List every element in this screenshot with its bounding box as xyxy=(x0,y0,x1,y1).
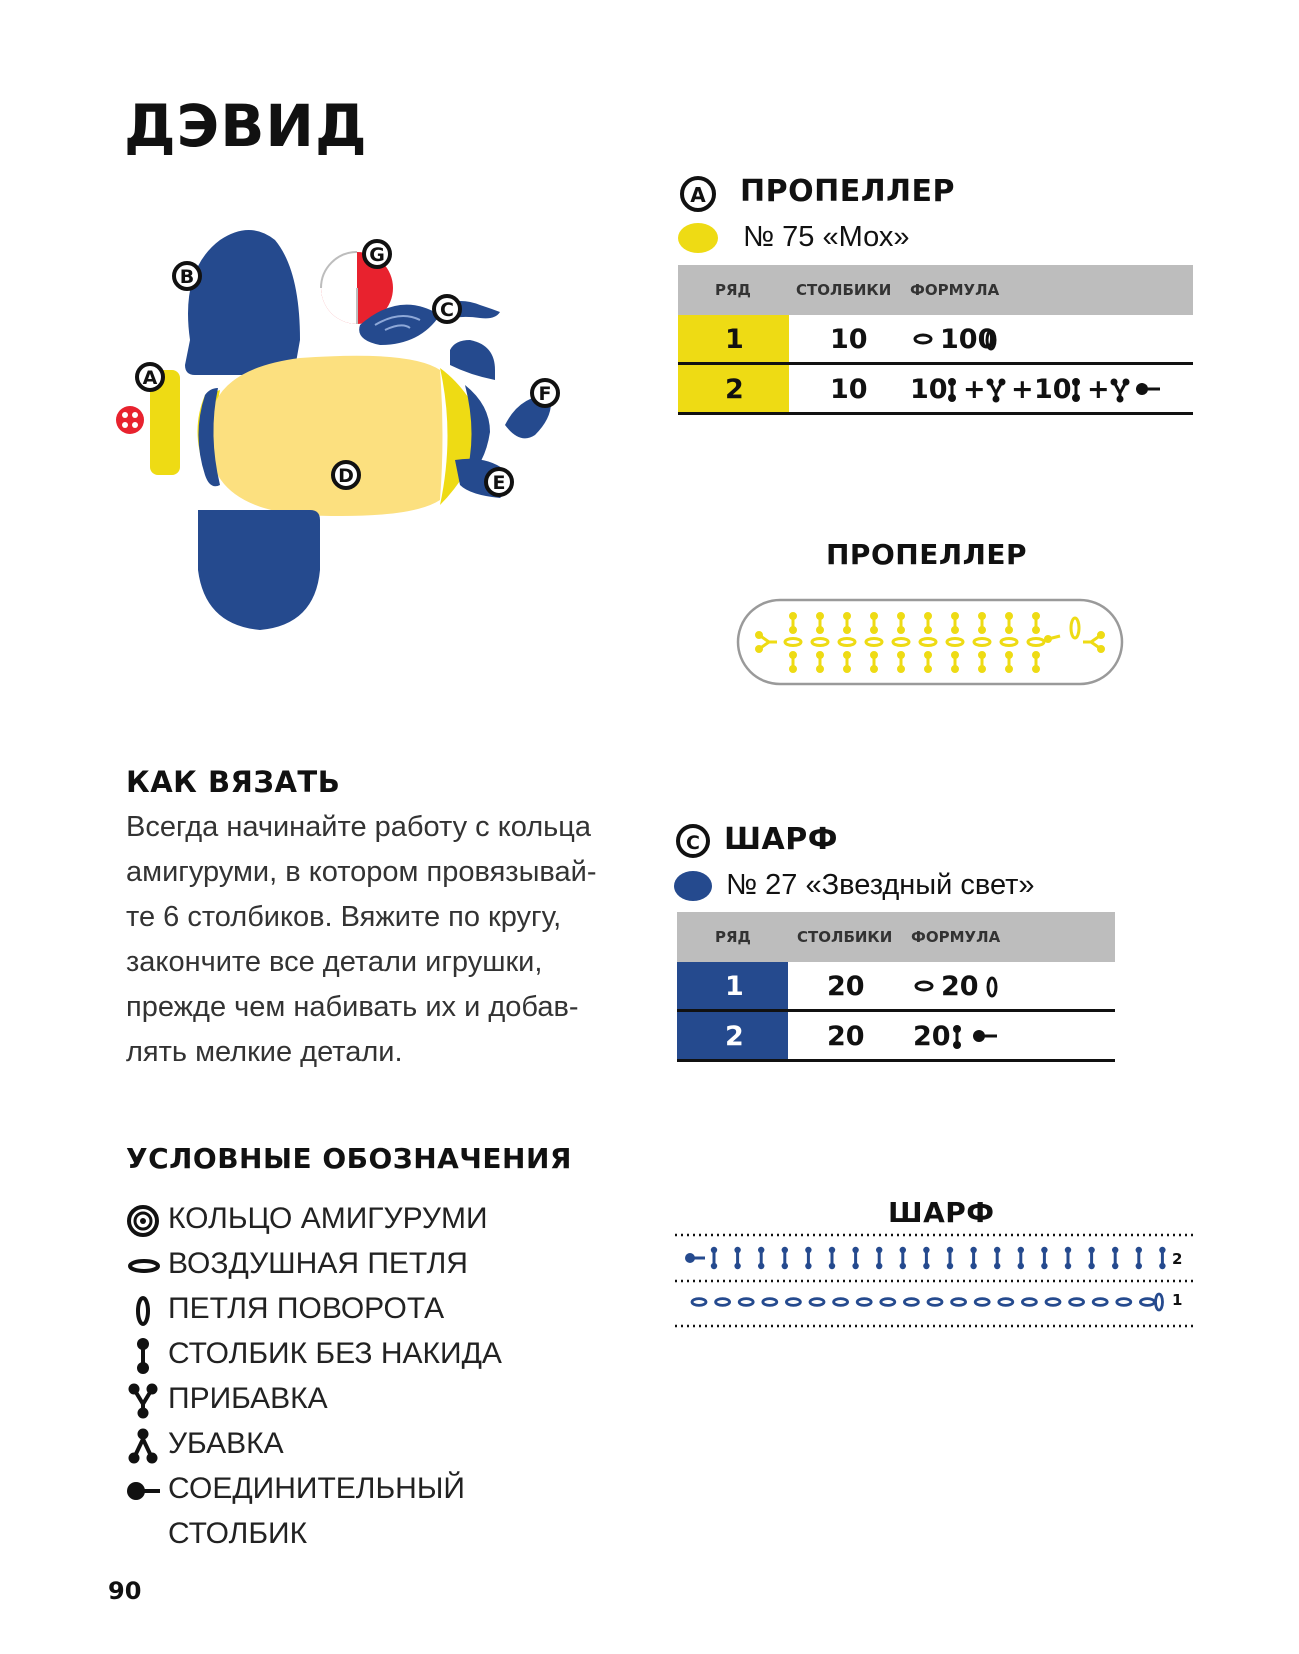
single-crochet-icon xyxy=(135,1337,151,1375)
scarf-table xyxy=(677,912,1115,1060)
row-number: 1 xyxy=(725,324,744,355)
single-crochet-icon xyxy=(951,1024,963,1050)
increase-icon xyxy=(1110,377,1130,403)
single-crochet-mark xyxy=(994,1247,1000,1269)
section-a-letter-icon xyxy=(678,174,718,214)
chain-stitch-mark xyxy=(1070,1299,1084,1306)
slip-stitch-icon xyxy=(1134,381,1162,397)
chain-stitch-mark xyxy=(999,1299,1013,1306)
legend-label: ПРИБАВКА xyxy=(168,1382,328,1415)
amigurumi-ring-icon xyxy=(126,1204,160,1238)
slip-stitch-mark xyxy=(685,1253,705,1263)
increase-icon xyxy=(986,377,1006,403)
stitch-count: 10 xyxy=(830,324,868,355)
chain-stitch-mark xyxy=(1022,1299,1036,1306)
yarn-color-swatch-yellow xyxy=(678,223,718,253)
legend-label: СОЕДИНИТЕЛЬНЫЙ xyxy=(168,1472,465,1505)
chart-row-number: 1 xyxy=(1172,1291,1183,1309)
formula-count: 100 xyxy=(940,324,997,355)
stitch-count: 20 xyxy=(827,1021,865,1052)
label-d-circle xyxy=(333,462,359,488)
how-to-paragraph xyxy=(126,805,646,1075)
formula-count: 10 xyxy=(1034,374,1072,405)
header-formula: ФОРМУЛА xyxy=(910,281,1000,299)
chain-stitch-icon xyxy=(912,332,934,346)
propeller-section-title: ПРОПЕЛЛЕР xyxy=(740,174,956,209)
label-c-circle xyxy=(434,296,460,322)
chain-stitch-mark xyxy=(739,1299,753,1306)
how-to-line: те 6 столбиков. Вяжите по кругу, xyxy=(126,901,562,933)
button-shape xyxy=(116,406,144,434)
single-crochet-mark xyxy=(1112,1247,1118,1269)
chain-stitch-mark xyxy=(786,1299,800,1306)
chain-stitch-mark xyxy=(975,1299,989,1306)
legend-label: СТОЛБИК БЕЗ НАКИДА xyxy=(168,1337,502,1370)
plus-sign: + xyxy=(1011,374,1034,405)
chart-row-number: 2 xyxy=(1172,1250,1183,1268)
single-crochet-mark xyxy=(1136,1247,1142,1269)
single-crochet-mark xyxy=(1018,1247,1024,1269)
propeller-table xyxy=(678,265,1193,413)
single-crochet-mark xyxy=(900,1247,906,1269)
chain-stitch-mark xyxy=(1140,1299,1154,1306)
bottom-wing-shape xyxy=(198,510,320,630)
single-crochet-mark xyxy=(947,1247,953,1269)
how-to-line: Всегда начинайте работу с кольца xyxy=(126,811,592,843)
single-crochet-mark xyxy=(829,1247,835,1269)
svg-text:B: B xyxy=(179,266,195,288)
header-row: РЯД xyxy=(715,281,751,299)
page-title: ДЭВИД xyxy=(124,92,368,160)
table-row xyxy=(677,962,1115,1012)
single-crochet-mark xyxy=(758,1247,764,1269)
plus-sign: + xyxy=(963,374,986,405)
header-row: РЯД xyxy=(715,928,751,946)
label-g-circle xyxy=(364,241,390,267)
table-row xyxy=(678,365,1193,415)
slip-stitch-icon xyxy=(126,1480,162,1502)
chain-stitch-mark xyxy=(928,1299,942,1306)
turning-chain-icon xyxy=(134,1294,152,1328)
stitch-count: 20 xyxy=(827,971,865,1002)
chain-stitch-icon xyxy=(913,979,935,993)
label-e-circle xyxy=(486,469,512,495)
chain-stitch-mark xyxy=(881,1299,895,1306)
yarn-color-swatch-navy xyxy=(674,871,712,901)
legend-label: ПЕТЛЯ ПОВОРОТА xyxy=(168,1292,445,1325)
label-f-circle xyxy=(532,380,558,406)
propeller-stitch-chart xyxy=(735,597,1125,687)
label-a-circle xyxy=(137,364,163,390)
how-to-line: амигуруми, в котором провязывай- xyxy=(126,856,597,888)
single-crochet-mark xyxy=(711,1247,717,1269)
table-header xyxy=(678,265,1193,315)
how-to-line: прежде чем набивать их и добав- xyxy=(126,991,579,1023)
single-crochet-icon xyxy=(946,377,958,403)
scarf-stitch-chart xyxy=(675,1230,1205,1330)
svg-text:C: C xyxy=(440,299,454,321)
header-stitches: СТОЛБИКИ xyxy=(796,281,892,299)
top-wing-shape xyxy=(185,230,300,375)
single-crochet-mark xyxy=(1065,1247,1071,1269)
scarf-chart-title: ШАРФ xyxy=(888,1196,995,1229)
header-formula: ФОРМУЛА xyxy=(911,928,1001,946)
chain-stitch-mark xyxy=(1117,1299,1131,1306)
legend-label: УБАВКА xyxy=(168,1427,284,1460)
chain-stitch-mark xyxy=(763,1299,777,1306)
propeller-yarn-label: № 75 «Мох» xyxy=(743,221,910,253)
chain-stitch-mark xyxy=(952,1299,966,1306)
row-number: 2 xyxy=(725,374,744,405)
formula-count: 20 xyxy=(913,1021,951,1052)
header-stitches: СТОЛБИКИ xyxy=(797,928,893,946)
chain-stitch-mark xyxy=(716,1299,730,1306)
how-to-line: закончите все детали игрушки, xyxy=(126,946,543,978)
legend-heading: УСЛОВНЫЕ ОБОЗНАЧЕНИЯ xyxy=(126,1142,572,1175)
body-shape xyxy=(210,356,443,516)
svg-text:D: D xyxy=(338,465,354,487)
airplane-diagram xyxy=(110,220,610,660)
single-crochet-mark xyxy=(970,1247,976,1269)
table-row xyxy=(678,315,1193,365)
label-b-circle xyxy=(174,263,200,289)
chain-stitch-mark xyxy=(692,1299,706,1306)
chain-stitch-mark xyxy=(1093,1299,1107,1306)
single-crochet-mark xyxy=(923,1247,929,1269)
table-row xyxy=(677,1012,1115,1062)
legend-label: ВОЗДУШНАЯ ПЕТЛЯ xyxy=(168,1247,468,1280)
formula-count: 20 xyxy=(941,971,979,1002)
svg-text:E: E xyxy=(492,472,506,494)
propeller-chart-title: ПРОПЕЛЛЕР xyxy=(826,538,1027,571)
turning-chain-mark xyxy=(1156,1294,1163,1310)
row-number: 2 xyxy=(725,1021,744,1052)
decrease-icon xyxy=(128,1427,158,1465)
svg-text:C: C xyxy=(686,832,700,854)
svg-text:A: A xyxy=(142,367,158,389)
how-to-heading: КАК ВЯЗАТЬ xyxy=(126,765,341,799)
scarf-section-title: ШАРФ xyxy=(724,822,839,857)
increase-icon xyxy=(128,1382,158,1420)
turning-chain-icon xyxy=(984,328,998,352)
formula-count: 10 xyxy=(910,374,948,405)
chain-stitch-mark xyxy=(1046,1299,1060,1306)
how-to-line: лять мелкие детали. xyxy=(126,1036,403,1068)
chain-stitch-icon xyxy=(127,1257,161,1275)
svg-text:F: F xyxy=(538,383,552,405)
chain-stitch-mark xyxy=(810,1299,824,1306)
page-number: 90 xyxy=(108,1577,142,1605)
turning-chain-icon xyxy=(985,975,999,999)
single-crochet-mark xyxy=(1159,1247,1165,1269)
single-crochet-mark xyxy=(782,1247,788,1269)
single-crochet-icon xyxy=(1070,377,1082,403)
slip-stitch-icon xyxy=(971,1028,999,1044)
legend-label: СТОЛБИК xyxy=(168,1517,308,1550)
svg-text:G: G xyxy=(369,244,385,266)
scarf-yarn-label: № 27 «Звездный свет» xyxy=(726,869,1035,901)
chain-stitch-mark xyxy=(857,1299,871,1306)
single-crochet-mark xyxy=(852,1247,858,1269)
table-header xyxy=(677,912,1115,962)
row-number: 1 xyxy=(725,971,744,1002)
single-crochet-mark xyxy=(876,1247,882,1269)
svg-text:A: A xyxy=(690,183,706,207)
single-crochet-mark xyxy=(734,1247,740,1269)
section-c-letter-icon xyxy=(674,822,712,860)
chain-stitch-mark xyxy=(904,1299,918,1306)
chain-stitch-mark xyxy=(834,1299,848,1306)
single-crochet-mark xyxy=(805,1247,811,1269)
single-crochet-mark xyxy=(1088,1247,1094,1269)
legend-label: КОЛЬЦО АМИГУРУМИ xyxy=(168,1202,488,1235)
stitch-count: 10 xyxy=(830,374,868,405)
plus-sign: + xyxy=(1087,374,1110,405)
single-crochet-mark xyxy=(1041,1247,1047,1269)
